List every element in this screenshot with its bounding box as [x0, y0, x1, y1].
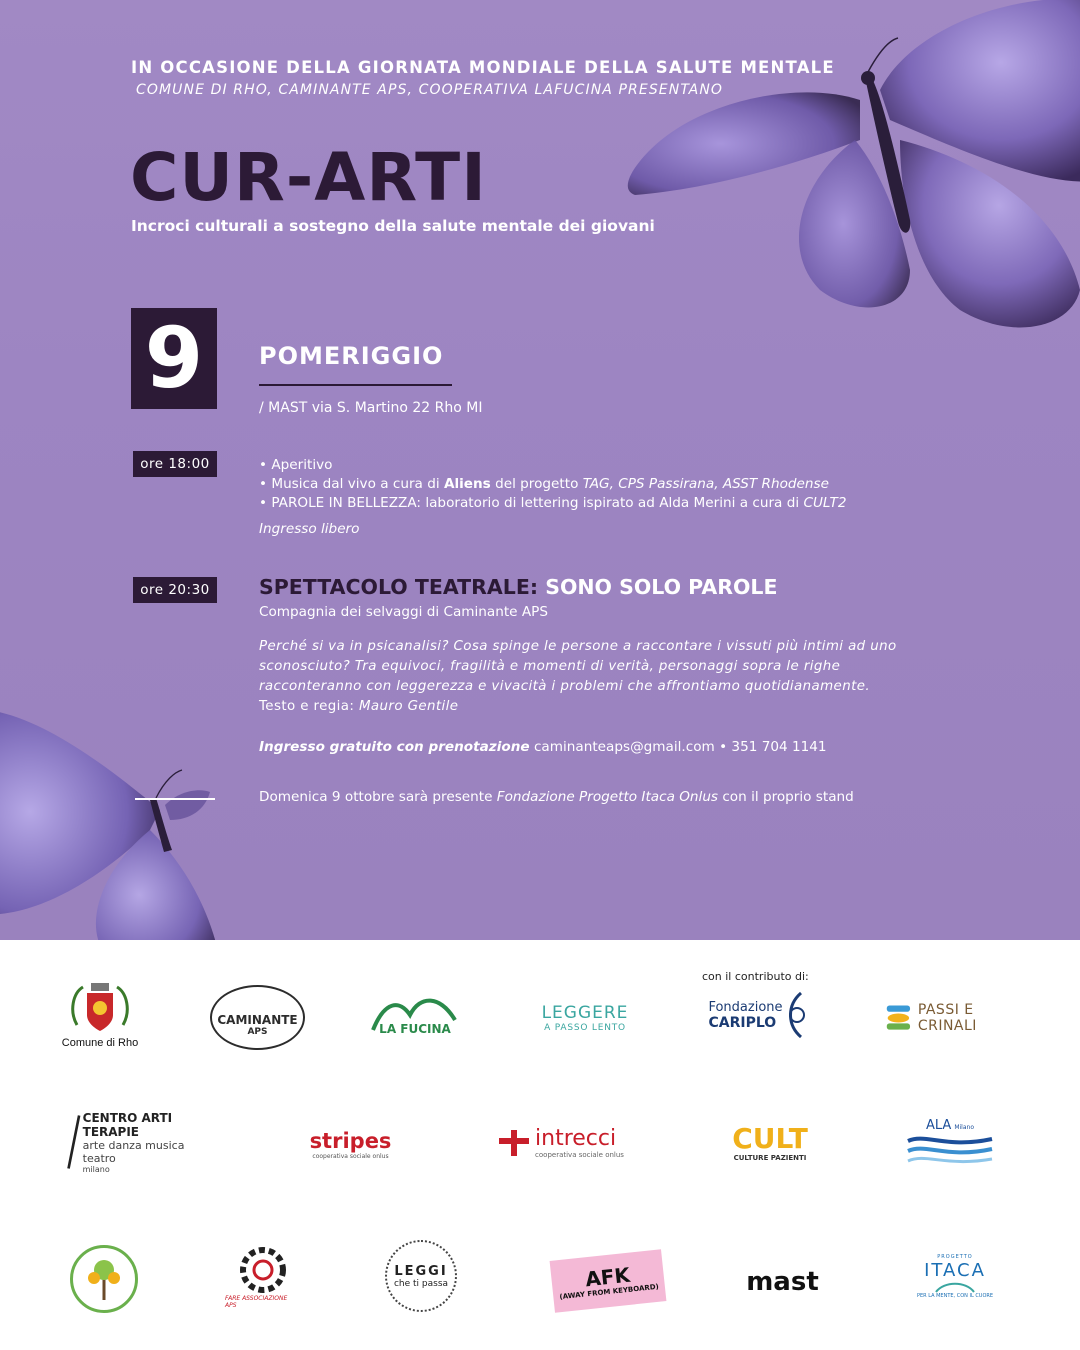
- logo-text: cooperativa sociale onlus: [312, 1152, 389, 1160]
- logo-text: CULTURE PAZIENTI: [733, 1154, 807, 1162]
- time-tag-2030: ore 20:30: [133, 577, 217, 603]
- list-item-italic: TAG, CPS Passirana, ASST Rhodense: [582, 476, 829, 492]
- note-text: con il proprio stand: [718, 789, 854, 805]
- butterfly-illustration-bottom: [0, 680, 320, 940]
- logo-text: Comune di Rho: [61, 1037, 139, 1049]
- credits-name: Mauro Gentile: [358, 699, 459, 714]
- logo-passi-e-crinali: [885, 1000, 1025, 1036]
- cariplo-symbol-icon: [783, 991, 807, 1039]
- booking-contact: caminanteaps@gmail.com • 351 704 1141: [529, 739, 827, 755]
- logo-leggere-a-passo-lento: [535, 1000, 635, 1036]
- note-divider: [135, 798, 215, 800]
- logo-text: A PASSO LENTO: [544, 1023, 626, 1033]
- intrecci-icon: [497, 1128, 531, 1158]
- passi-stones-icon: [885, 1002, 912, 1034]
- logo-afk: [550, 1249, 667, 1312]
- list-item-aperitivo: • Aperitivo: [259, 457, 333, 473]
- note-text: Domenica 9 ottobre sarà presente: [259, 789, 497, 805]
- logo-mast: [740, 1262, 825, 1302]
- logo-progetto-itaca: [915, 1245, 995, 1307]
- logo-text: CENTRO ARTI TERAPIE: [82, 1110, 173, 1139]
- show-credits: [259, 699, 458, 714]
- logo-text: LEGGERE: [541, 1003, 629, 1023]
- tree-icon: [84, 1256, 124, 1302]
- logo-text: intrecci: [535, 1126, 617, 1151]
- show-title: [259, 575, 777, 599]
- list-item-music: [259, 475, 847, 494]
- list-item-text: • Musica dal vivo a cura di: [259, 476, 444, 492]
- logo-text: ALA: [926, 1118, 952, 1133]
- intro-occasion: IN OCCASIONE DELLA GIORNATA MONDIALE DELLA SALUTE MENTALE: [131, 58, 835, 77]
- session-1-list: [259, 456, 847, 513]
- logo-text: FARE ASSOCIAZIONE APS: [225, 1295, 288, 1309]
- list-item-text: del progetto: [490, 476, 583, 492]
- logo-fondazione-cariplo: [700, 990, 815, 1040]
- logo-text: AFK: [584, 1262, 632, 1292]
- logo-text: PROGETTO: [937, 1253, 973, 1260]
- logo-text: LA FUCINA: [379, 1022, 451, 1036]
- intro-presenters: COMUNE DI RHO, CAMINANTE APS, COOPERATIVA LAFUCINA PRESENTANO: [136, 82, 724, 98]
- list-item-bold: Aliens: [443, 476, 491, 492]
- booking-label: Ingresso gratuito con prenotazione: [259, 739, 530, 755]
- logo-text: stripes: [309, 1128, 392, 1153]
- credits-label: Testo e regia:: [259, 699, 359, 714]
- logo-ala-milano: [905, 1115, 995, 1170]
- list-item-text: • PAROLE IN BELLEZZA: laboratorio di lettering ispirato ad Alda Merini a cura di: [259, 495, 804, 511]
- day-number: 9: [131, 308, 217, 409]
- logo-centro-consulenza-famiglia: [70, 1245, 138, 1313]
- show-description: [259, 637, 939, 697]
- people-circle-icon: [238, 1245, 288, 1295]
- logo-text: PER LA MENTE, CON IL CUORE: [916, 1292, 994, 1299]
- logo-text: arte danza musica teatro: [82, 1138, 185, 1165]
- description-line: racconteranno con leggerezza e vivacità i problemi che affrontiamo quotidianamente.: [259, 679, 871, 694]
- booking-info: [259, 739, 827, 755]
- logo-la-fucina: [365, 990, 465, 1040]
- logo-text: LEGGI: [394, 1263, 448, 1279]
- show-title-prefix: SPETTACOLO TEATRALE:: [259, 575, 539, 599]
- logo-text: CARIPLO: [708, 1014, 777, 1031]
- note-italic: Fondazione Progetto Itaca Onlus: [496, 789, 719, 805]
- free-entry: Ingresso libero: [259, 521, 360, 537]
- logo-cult: [725, 1120, 815, 1166]
- day-label: POMERIGGIO: [259, 342, 444, 370]
- itaca-note: [259, 789, 854, 805]
- list-item-italic: CULT2: [803, 495, 847, 511]
- logo-text: Fondazione: [708, 999, 783, 1015]
- logo-text: cooperativa sociale onlus: [535, 1151, 624, 1159]
- logo-text: ITACA: [924, 1259, 986, 1281]
- logo-comune-di-rho: [55, 975, 145, 1055]
- logo-centro-arti-terapie: [65, 1110, 215, 1174]
- butterfly-illustration-top: [580, 0, 1080, 350]
- list-item-lettering: [259, 494, 847, 513]
- logo-text: milano: [82, 1164, 110, 1174]
- contribution-label: con il contributo di:: [702, 970, 809, 983]
- logo-fare-associazione: [225, 1242, 300, 1312]
- event-title: CUR-ARTI: [130, 139, 487, 216]
- event-subtitle: Incroci culturali a sostegno della salute mentale dei giovani: [131, 217, 655, 235]
- show-title-name: SONO SOLO PAROLE: [545, 575, 778, 599]
- logo-text: Milano: [954, 1124, 974, 1131]
- venue: / MAST via S. Martino 22 Rho MI: [259, 400, 483, 416]
- time-tag-1800: ore 18:00: [133, 451, 217, 477]
- logo-intrecci: [488, 1122, 633, 1164]
- logo-stripes: [298, 1124, 403, 1164]
- logo-text: PASSI E CRINALI: [917, 1002, 977, 1034]
- logo-text: mast: [746, 1267, 819, 1297]
- description-line: Perché si va in psicanalisi? Cosa spinge le persone a raccontare i vissuti più intimi ad uno: [259, 639, 897, 654]
- logo-text: APS: [247, 1026, 268, 1037]
- logo-text: (AWAY FROM KEYBOARD): [559, 1282, 660, 1302]
- logo-leggi-che-ti-passa: [385, 1240, 457, 1312]
- logo-text: che ti passa: [393, 1278, 449, 1289]
- logo-text: CAMINANTE: [217, 1012, 298, 1027]
- sunrise-icon: [930, 1281, 980, 1293]
- coat-of-arms-icon: [69, 981, 131, 1037]
- day-divider: [259, 384, 452, 386]
- show-company: Compagnia dei selvaggi di Caminante APS: [259, 604, 548, 620]
- wave-icon: [906, 1133, 994, 1167]
- description-line: sconosciuto? Tra equivoci, fragilità e momenti di verità, personaggi sopra le righe: [259, 659, 841, 674]
- brush-stroke-icon: [65, 1110, 83, 1174]
- logo-caminante: [210, 985, 305, 1050]
- logo-text: CULT: [732, 1122, 808, 1155]
